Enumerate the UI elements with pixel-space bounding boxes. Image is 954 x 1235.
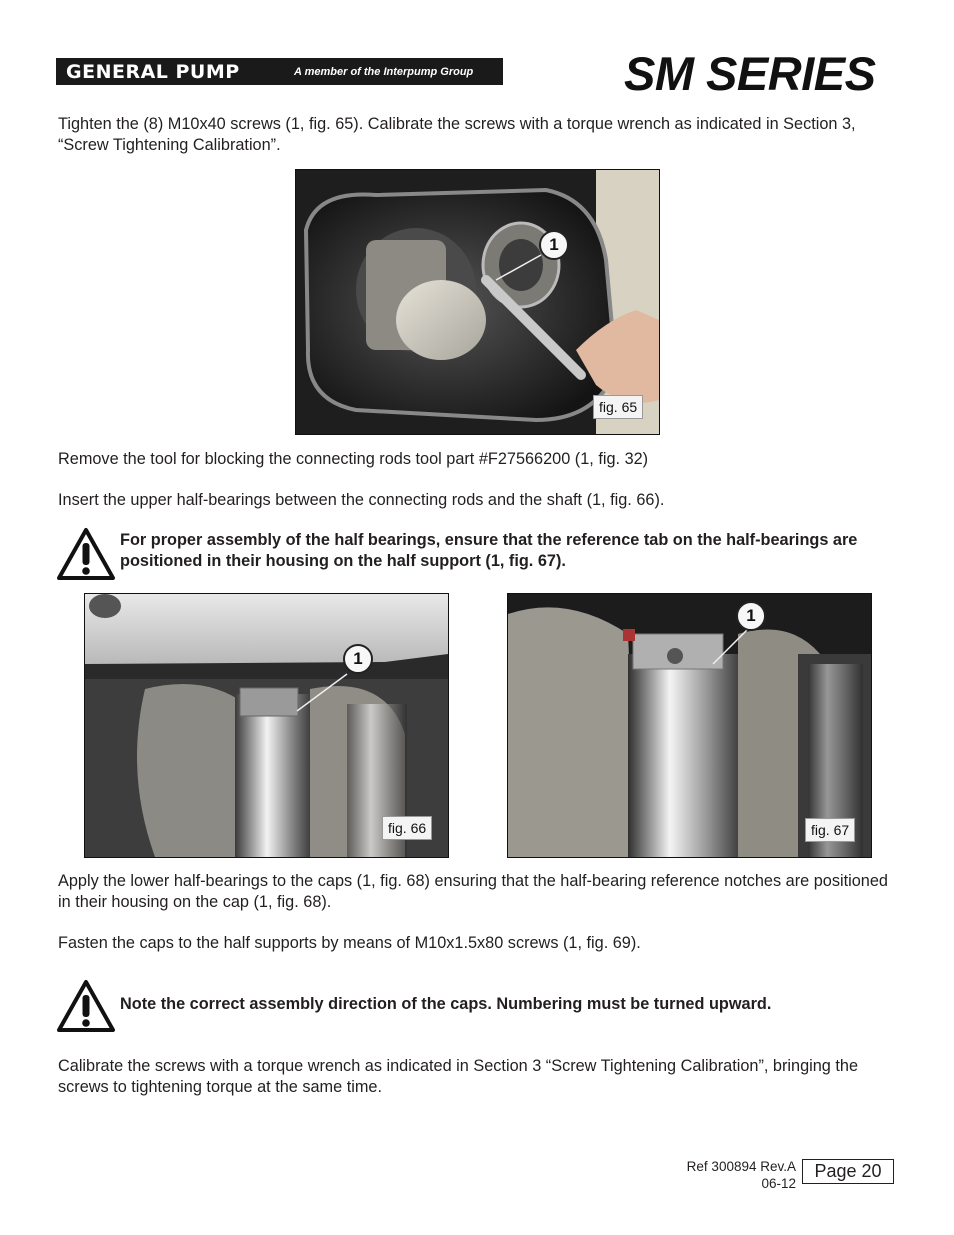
brand-tagline: A member of the Interpump Group: [294, 65, 474, 78]
page-number: Page 20: [802, 1159, 894, 1184]
paragraph-apply-lower-half-bearings: Apply the lower half-bearings to the caps (1, fig. 68) ensuring that the half-bearing reference notches are positioned in their housing on the cap (1, fig. 68).: [58, 872, 888, 911]
paragraph-calibrate-screws: Calibrate the screws with a torque wrench as indicated in Section 3 “Screw Tightening Calibration”, bringing the screws to tightening torque at the same time.: [58, 1057, 859, 1096]
paragraph-tighten-screws: Tighten the (8) M10x40 screws (1, fig. 65). Calibrate the screws with a torque wrench as indicated in Section 3, “Screw Tightening Calibration”.: [58, 115, 856, 154]
series-title: SM SERIES: [624, 47, 876, 100]
fig67-callout: 1: [736, 601, 766, 631]
fig65-label: fig. 65: [593, 395, 643, 419]
warning-triangle-icon: [56, 979, 116, 1033]
fig66-label: fig. 66: [382, 816, 432, 840]
paragraph-insert-half-bearings: Insert the upper half-bearings between the connecting rods and the shaft (1, fig. 66).: [58, 491, 665, 509]
fig66-callout: 1: [343, 644, 373, 674]
paragraph-fasten-caps: Fasten the caps to the half supports by means of M10x1.5x80 screws (1, fig. 69).: [58, 934, 641, 952]
footer-ref-number: Ref 300894 Rev.A: [686, 1159, 796, 1174]
footer-reference: [660, 1158, 796, 1192]
footer-date: 06-12: [761, 1176, 796, 1191]
fig67-label: fig. 67: [805, 818, 855, 842]
paragraph-remove-tool: Remove the tool for blocking the connecting rods tool part #F27566200 (1, fig. 32): [58, 450, 649, 468]
figure-67-photo: [507, 593, 872, 858]
warning-triangle-icon: [56, 527, 116, 581]
brand-bar: [56, 58, 503, 85]
warning-icon-1: [56, 527, 116, 586]
figure-65-photo: [295, 169, 660, 435]
brand-name: GENERAL PUMP: [66, 60, 240, 83]
fig65-callout: 1: [539, 230, 569, 260]
warning-icon-2: [56, 979, 116, 1038]
figure-66-photo: [84, 593, 449, 858]
warning-text-caps-direction: Note the correct assembly direction of the caps. Numbering must be turned upward.: [120, 995, 772, 1013]
warning-text-half-bearings: For proper assembly of the half bearings, ensure that the reference tab on the half-bearings are positioned in their housing on the half support (1, fig. 67).: [120, 531, 858, 570]
